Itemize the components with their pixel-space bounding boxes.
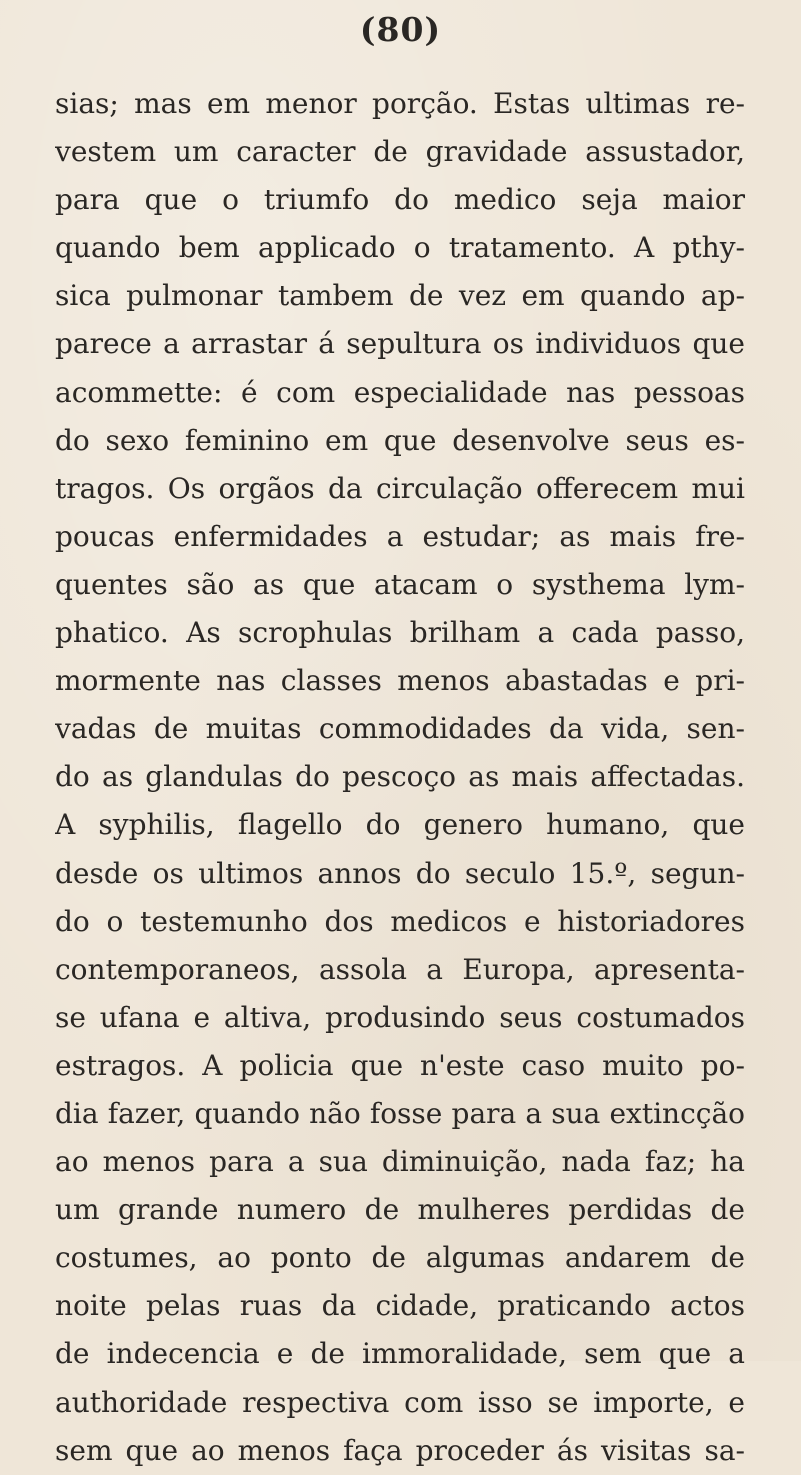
text-line: ao menos para a sua diminuição, nada faz; ha	[55, 1145, 745, 1179]
text-line: vadas de muitas commodidades da vida, sen-	[55, 712, 745, 746]
text-line: estragos. A policia que n'este caso muito po-	[55, 1048, 745, 1082]
text-line: authoridade respectiva com isso se importe, e	[55, 1385, 745, 1419]
text-line: dia fazer, quando não fosse para a sua extincção	[55, 1096, 745, 1130]
text-line: noite pelas ruas da cidade, praticando actos	[55, 1289, 745, 1323]
text-line: quentes são as que atacam o systhema lym-	[55, 567, 745, 601]
text-line: tragos. Os orgãos da circulação offerecem mui	[55, 471, 745, 505]
text-line: do o testemunho dos medicos e historiadores	[55, 904, 745, 938]
text-line: desde os ultimos annos do seculo 15.º, segun-	[55, 856, 745, 890]
text-line: vestem um caracter de gravidade assustador,	[55, 135, 745, 169]
page-number: (80)	[359, 10, 442, 49]
text-line: quando bem applicado o tratamento. A pthy-	[55, 231, 745, 265]
text-line: phatico. As scrophulas brilham a cada passo,	[55, 616, 745, 650]
text-line: costumes, ao ponto de algumas andarem de	[55, 1241, 745, 1275]
text-line: do sexo feminino em que desenvolve seus es-	[55, 423, 745, 457]
text-line: para que o triumfo do medico seja maior	[55, 183, 745, 217]
text-line: acommette: é com especialidade nas pessoas	[55, 375, 745, 409]
text-line: poucas enfermidades a estudar; as mais fre-	[55, 519, 745, 553]
text-line: sias; mas em menor porção. Estas ultimas re-	[55, 87, 745, 120]
text-line: sem que ao menos faça proceder ás visitas sa-	[55, 1433, 745, 1467]
text-line: um grande numero de mulheres perdidas de	[55, 1193, 745, 1227]
text-line: A syphilis, flagello do genero humano, que	[55, 808, 745, 842]
body-text	[55, 80, 745, 1475]
text-line: de indecencia e de immoralidade, sem que a	[55, 1337, 745, 1371]
text-line: sica pulmonar tambem de vez em quando ap-	[55, 279, 745, 313]
text-line: do as glandulas do pescoço as mais affectadas.	[55, 760, 745, 794]
text-line: parece a arrastar á sepultura os individuos que	[55, 327, 745, 361]
text-line: mormente nas classes menos abastadas e pri-	[55, 664, 745, 698]
text-line: se ufana e altiva, produsindo seus costumados	[55, 1000, 745, 1034]
text-line: contemporaneos, assola a Europa, apresenta-	[55, 952, 745, 986]
